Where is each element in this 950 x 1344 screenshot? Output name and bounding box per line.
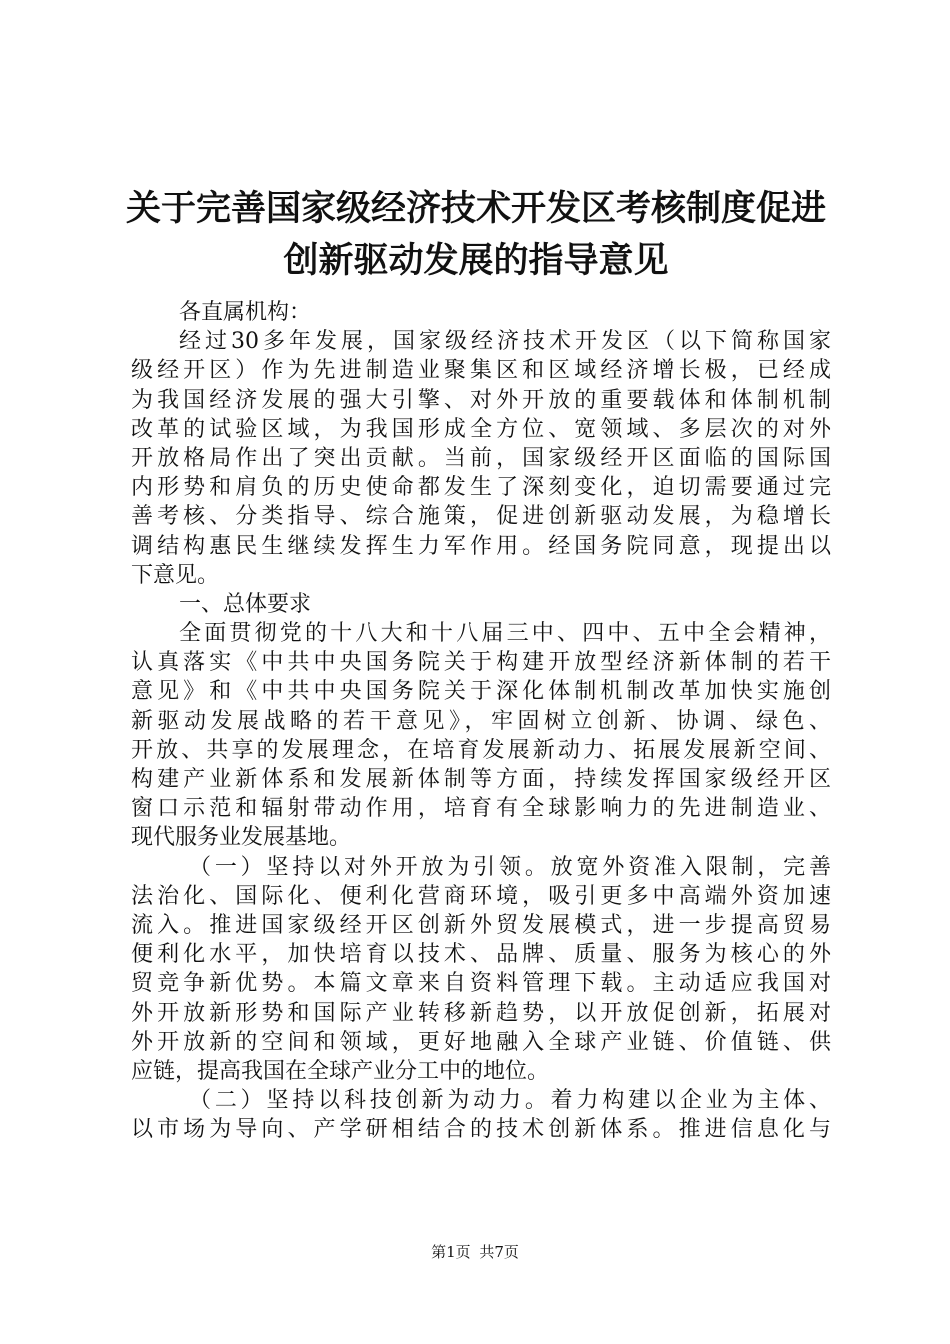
body-line: 认真落实《中共中央国务院关于构建开放型经济新体制的若干 — [131, 650, 831, 676]
body-line: 改革的试验区域，为我国形成全方位、宽领域、多层次的对外 — [131, 416, 831, 442]
body-line: 级经开区）作为先进制造业聚集区和区域经济增长极，已经成 — [131, 358, 831, 384]
body-line: 以市场为导向、产学研相结合的技术创新体系。推进信息化与 — [131, 1117, 831, 1143]
title-line-1: 关于完善国家级经济技术开发区考核制度促进 — [125, 189, 826, 229]
document-body — [131, 298, 831, 1144]
body-line: （一）坚持以对外开放为引领。放宽外资准入限制，完善 — [189, 854, 831, 880]
document-title — [120, 183, 832, 287]
body-line: （二）坚持以科技创新为动力。着力构建以企业为主体、 — [189, 1088, 831, 1114]
body-line: 开放格局作出了突出贡献。当前，国家级经开区面临的国际国 — [131, 445, 831, 471]
body-line: 内形势和肩负的历史使命都发生了深刻变化，迫切需要通过完 — [131, 475, 831, 501]
body-line: 新驱动发展战略的若干意见》，牢固树立创新、协调、绿色、 — [131, 708, 831, 734]
title-line-2: 创新驱动发展的指导意见 — [283, 241, 669, 281]
body-line: 流入。推进国家级经开区创新外贸发展模式，进一步提高贸易 — [131, 912, 831, 938]
body-line: 外开放新的空间和领域，更好地融入全球产业链、价值链、供 — [131, 1029, 831, 1055]
body-line: 一、总体要求 — [179, 591, 312, 617]
page-footer — [0, 1242, 950, 1262]
body-line: 便利化水平，加快培育以技术、品牌、质量、服务为核心的外 — [131, 942, 831, 968]
body-line: 全面贯彻党的十八大和十八届三中、四中、五中全会精神， — [179, 621, 831, 647]
body-line: 应链，提高我国在全球产业分工中的地位。 — [131, 1058, 550, 1084]
body-line: 善考核、分类指导、综合施策，促进创新驱动发展，为稳增长 — [131, 504, 831, 530]
body-line: 现代服务业发展基地。 — [131, 825, 352, 851]
body-line: 为我国经济发展的强大引擎、对外开放的重要载体和体制机制 — [131, 387, 831, 413]
body-line: 开放、共享的发展理念，在培育发展新动力、拓展发展新空间、 — [131, 737, 831, 763]
body-line: 下意见。 — [131, 562, 220, 588]
body-line: 各直属机构： — [179, 300, 312, 325]
page-number: 第1页 — [431, 1243, 471, 1261]
body-line: 调结构惠民生继续发挥生力军作用。经国务院同意，现提出以 — [131, 533, 831, 559]
body-line: 窗口示范和辐射带动作用，培育有全球影响力的先进制造业、 — [131, 796, 831, 822]
body-line: 经过30多年发展，国家级经济技术开发区（以下简称国家 — [179, 329, 831, 355]
body-line: 构建产业新体系和发展新体制等方面，持续发挥国家级经开区 — [131, 767, 831, 792]
page-total: 共7页 — [479, 1243, 519, 1261]
body-line: 意见》和《中共中央国务院关于深化体制机制改革加快实施创 — [131, 679, 831, 705]
body-line: 外开放新形势和国际产业转移新趋势，以开放促创新，拓展对 — [131, 1000, 831, 1026]
body-line: 贸竞争新优势。本篇文章来自资料管理下载。主动适应我国对 — [131, 971, 831, 997]
body-line: 法治化、国际化、便利化营商环境，吸引更多中高端外资加速 — [131, 883, 831, 909]
